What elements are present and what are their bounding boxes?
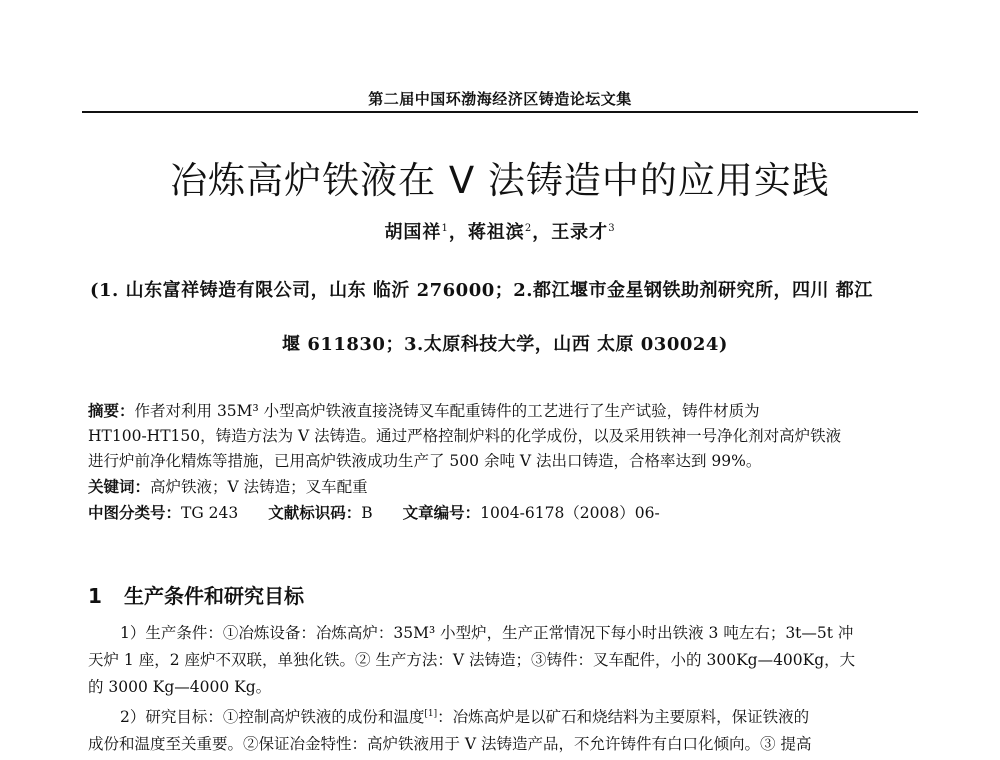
body-text bbox=[88, 620, 920, 758]
affiliation-line-1: (1. 山东富祥铸造有限公司，山东 临沂 276000；2.都江堰市金星钢铁助剂研究所，四川 都江 bbox=[90, 280, 873, 301]
body-line: 1）生产条件：①冶炼设备：冶炼高炉：35M³ 小型炉，生产正常情况下每小时出铁液 3 吨左右；3t—5t 冲 bbox=[120, 624, 854, 642]
abstract-text: 作者对利用 35M³ 小型高炉铁液直接浇铸叉车配重铸件的工艺进行了生产试验，铸件材质为 bbox=[134, 402, 760, 420]
author-list bbox=[82, 218, 918, 244]
keywords-line bbox=[88, 474, 920, 500]
section-title: 生产条件和研究目标 bbox=[124, 584, 304, 608]
body-line bbox=[88, 701, 920, 731]
body-text-segment: ：冶炼高炉是以矿石和烧结料为主要原料，保证铁液的 bbox=[437, 708, 810, 727]
clc-label: 中图分类号： bbox=[88, 503, 182, 522]
body-line: 的 3000 Kg—4000 Kg。 bbox=[88, 678, 272, 696]
author-separator: ， bbox=[448, 222, 468, 243]
keywords-text: 高炉铁液；V 法铸造；叉车配重 bbox=[150, 478, 368, 496]
classification-line bbox=[88, 500, 920, 526]
paper-title: 冶炼高炉铁液在 V 法铸造中的应用实践 bbox=[170, 159, 830, 202]
author-name: 王录才 bbox=[551, 222, 609, 243]
abstract-line: HT100-HT150，铸造方法为 V 法铸造。通过严格控制炉料的化学成份，以及采用铁神一号净化剂对高炉铁液 bbox=[88, 427, 842, 445]
affiliation-line-2: 堰 611830；3.太原科技大学，山西 太原 030024) bbox=[282, 334, 728, 355]
header-rule bbox=[82, 111, 918, 113]
author-mark: 2 bbox=[524, 223, 533, 234]
body-line: 成份和温度至关重要。②保证冶金特性：高炉铁液用于 V 法铸造产品，不允许铸件有白口化倾向。③ 提高 bbox=[88, 735, 812, 754]
abstract-block bbox=[88, 398, 920, 526]
abstract-line: 进行炉前净化精炼等措施，已用高炉铁液成功生产了 500 余吨 V 法出口铸造，合格率达到 99%。 bbox=[88, 452, 762, 470]
citation-ref: [1] bbox=[424, 709, 438, 719]
body-text-segment: 2）研究目标：①控制高炉铁液的成份和温度 bbox=[120, 708, 425, 727]
abstract-label: 摘要： bbox=[88, 401, 135, 420]
section-number: 1 bbox=[88, 584, 102, 608]
article-number-value: 1004-6178（2008）06- bbox=[480, 504, 660, 522]
clc-value: TG 243 bbox=[181, 504, 239, 522]
running-header: 第二届中国环渤海经济区铸造论坛文集 bbox=[368, 90, 632, 108]
author-separator: ， bbox=[532, 222, 552, 243]
author-mark: 1 bbox=[441, 223, 449, 234]
abstract-line bbox=[88, 398, 920, 424]
doc-code-label: 文献标识码： bbox=[268, 503, 362, 522]
doc-code-value: B bbox=[361, 504, 373, 522]
article-number-label: 文章编号： bbox=[402, 503, 481, 522]
body-line: 天炉 1 座，2 座炉不双联，单独化铁。② 生产方法：V 法铸造；③铸件：叉车配件，小的 300Kg—400Kg，大 bbox=[88, 651, 856, 669]
section-heading bbox=[88, 580, 918, 609]
author-name: 蒋祖滨 bbox=[467, 222, 525, 243]
author-mark: 3 bbox=[608, 223, 616, 234]
keywords-label: 关键词： bbox=[88, 477, 151, 496]
author-name: 胡国祥 bbox=[384, 222, 442, 243]
